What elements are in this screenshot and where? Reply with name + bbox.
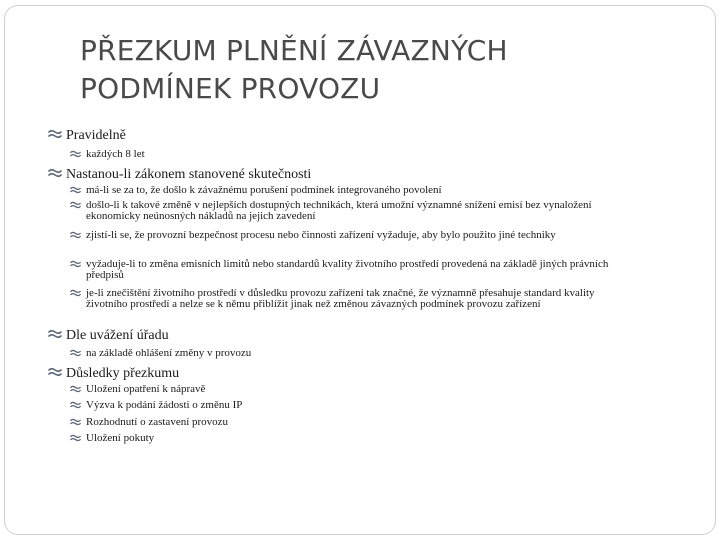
list-item [70, 149, 630, 160]
wave-bullet-icon [48, 367, 66, 381]
list-item [70, 200, 630, 221]
list-item [70, 417, 630, 428]
section-dle-uvazeni [48, 327, 169, 344]
wave-bullet-icon [70, 349, 86, 359]
list-item-text: Uložení pokuty [86, 432, 155, 444]
wave-bullet-icon [70, 201, 86, 211]
section-label: Nastanou-li zákonem stanovené skutečnosti [66, 167, 312, 182]
list-item-text: na základě ohlášení změny v provozu [86, 347, 252, 359]
wave-bullet-icon [48, 168, 66, 182]
list-item [70, 259, 630, 280]
section-dusledky [48, 365, 179, 382]
wave-bullet-icon [70, 231, 86, 241]
section-label: Důsledky přezkumu [66, 366, 180, 381]
wave-bullet-icon [70, 289, 86, 299]
wave-bullet-icon [70, 401, 86, 411]
slide-title-line-1: PŘEZKUM PLNĚNÍ ZÁVAZNÝCH [80, 34, 508, 67]
list-item-text: má-li se za to, že došlo k závažnému porušení podmínek integrovaného povolení [86, 184, 442, 196]
list-item [70, 288, 630, 309]
wave-bullet-icon [70, 260, 86, 270]
wave-bullet-icon [70, 385, 86, 395]
list-item [70, 348, 630, 359]
slide-title-line-2: PODMÍNEK PROVOZU [80, 72, 381, 105]
wave-bullet-icon [48, 329, 66, 343]
list-item-text: Uložení opatření k nápravě [86, 383, 206, 395]
section-label: Dle uvážení úřadu [66, 328, 169, 343]
list-item-text: každých 8 let [86, 148, 145, 160]
section-zakonem-stanovene [48, 166, 311, 183]
list-item-text: došlo-li k takové změně v nejlepších dostupných technikách, která umožní významné snížení emisí bez vynaložení ekonomicky neúnosných nákladů na jejich zavedení [86, 199, 592, 222]
wave-bullet-icon [48, 129, 66, 143]
section-pravidelne [48, 127, 126, 144]
list-item-text: Výzva k podání žádosti o změnu IP [86, 399, 243, 411]
list-item [70, 185, 630, 196]
list-item-text: je-li znečištění životního prostředí v důsledku provozu zařízení tak značné, že významně přesahuje standard kvality životního prostředí a nelze se k němu přiblížit jinak než změnou závazných podmínek provozu zařízení [86, 287, 595, 310]
list-item-text: Rozhodnutí o zastavení provozu [86, 416, 229, 428]
list-item [70, 230, 630, 241]
list-item [70, 384, 630, 395]
list-item [70, 433, 630, 444]
list-item [70, 400, 630, 411]
wave-bullet-icon [70, 418, 86, 428]
wave-bullet-icon [70, 186, 86, 196]
list-item-text: vyžaduje-li to změna emisních limitů nebo standardů kvality životního prostředí provedená na základě jiných právních předpisů [86, 258, 609, 281]
list-item-text: zjistí-li se, že provozní bezpečnost procesu nebo činnosti zařízení vyžaduje, aby bylo použito jiné techniky [86, 229, 556, 241]
wave-bullet-icon [70, 434, 86, 444]
section-label: Pravidelně [66, 128, 126, 143]
wave-bullet-icon [70, 150, 86, 160]
